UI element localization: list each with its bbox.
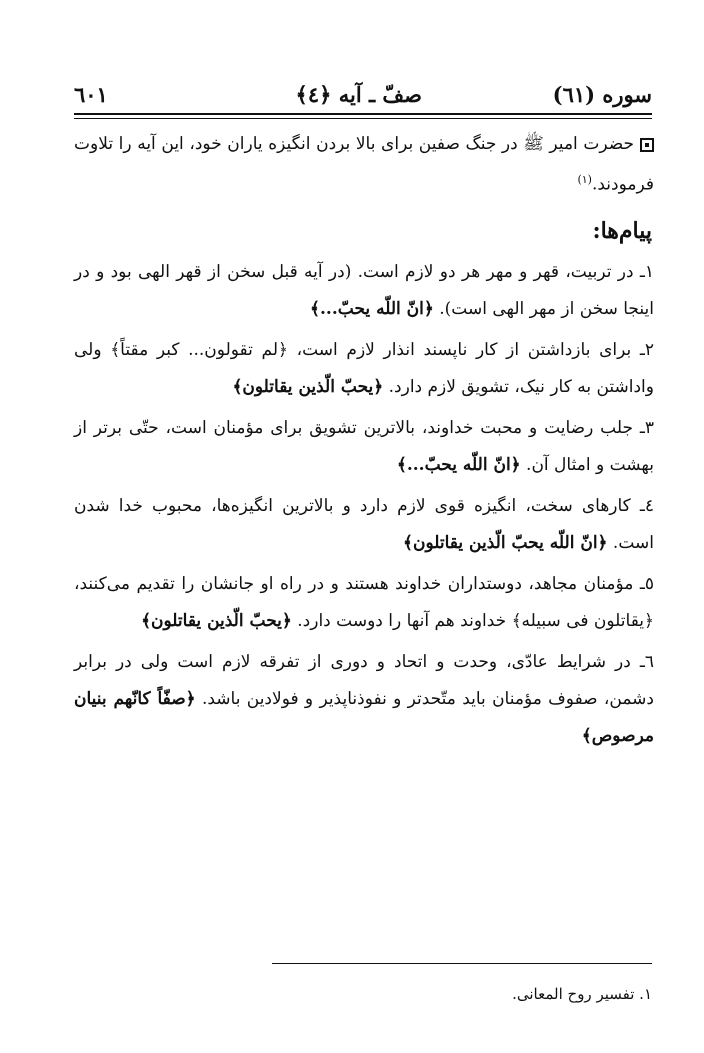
messages-heading: پيام‌ها: xyxy=(592,218,652,244)
surah-label: سوره (٦١) xyxy=(552,82,652,107)
page-number: ٦٠١ xyxy=(74,82,108,107)
quran-quote: ﴿انّ اللّه يحبّ...﴾ xyxy=(310,299,434,319)
message-text: ٤ـ كارهاى سخت، انگيزه قوى لازم دارد و بالاترين انگيزه‌ها، محبوب خدا شدن است. xyxy=(74,496,654,553)
message-item-6 xyxy=(74,644,654,755)
message-item-1 xyxy=(74,254,654,328)
message-text: ٦ـ در شرايط عادّى، وحدت و اتحاد و دورى از تفرقه لازم است ولى در برابر دشمن، صفوف مؤمنان بايد متّحدتر و نفوذناپذير و فولادين باشد. xyxy=(74,652,654,709)
footnote: ١. تفسير روح المعانى. xyxy=(512,985,652,1003)
message-item-3 xyxy=(74,410,654,484)
intro-paragraph xyxy=(74,126,654,203)
quran-quote: ﴿يحبّ الّذين يقاتلون﴾ xyxy=(232,377,384,397)
quran-quote: ﴿صفّاً كانّهم بنيان مرصوص﴾ xyxy=(74,689,654,746)
quran-quote: ﴿يحبّ الّذين يقاتلون﴾ xyxy=(141,611,292,631)
message-item-5 xyxy=(74,566,654,640)
page-header xyxy=(74,78,652,112)
message-text: ٥ـ مؤمنان مجاهد، دوستداران خداوند هستند و در راه او جانشان را تقديم مى‌كنند، ﴿يقاتلون فى سبيله﴾ خداوند هم آنها را دوست دارد. xyxy=(74,574,655,631)
message-text: ١ـ در تربيت، قهر و مهر هر دو لازم است. (در آيه قبل سخن از قهر الهى بود و در اينجا سخن از مهر الهى است). xyxy=(74,262,654,319)
quran-quote: ﴿انّ اللّه يحبّ...﴾ xyxy=(396,455,521,475)
message-text: ٢ـ براى بازداشتن از كار ناپسند انذار لازم است، ﴿لم تقولون... كبر مقتاً﴾ ولى واداشتن به كار نيک، تشويق لازم دارد. xyxy=(74,340,654,397)
message-item-4 xyxy=(74,488,654,562)
messages-list xyxy=(74,254,654,759)
message-text: ٣ـ جلب رضايت و محبت خداوند، بالاترين تشويق براى مؤمنان است، حتّى برتر از بهشت و امثال آن. xyxy=(74,418,654,475)
quran-quote: ﴿انّ اللّه يحبّ الّذين يقاتلون﴾ xyxy=(403,533,608,553)
intro-text: حضرت امير ﷺ در جنگ صفين براى بالا بردن انگيزه ياران خود، اين آيه را تلاوت فرمودند. xyxy=(74,134,654,195)
header-rule xyxy=(74,113,652,119)
footnote-rule xyxy=(272,963,652,964)
square-bullet-icon xyxy=(640,138,654,152)
footnote-ref: (١) xyxy=(577,173,592,186)
ayah-label: صفّ ـ آيه ﴿٤﴾ xyxy=(295,82,422,107)
message-item-2 xyxy=(74,332,654,406)
